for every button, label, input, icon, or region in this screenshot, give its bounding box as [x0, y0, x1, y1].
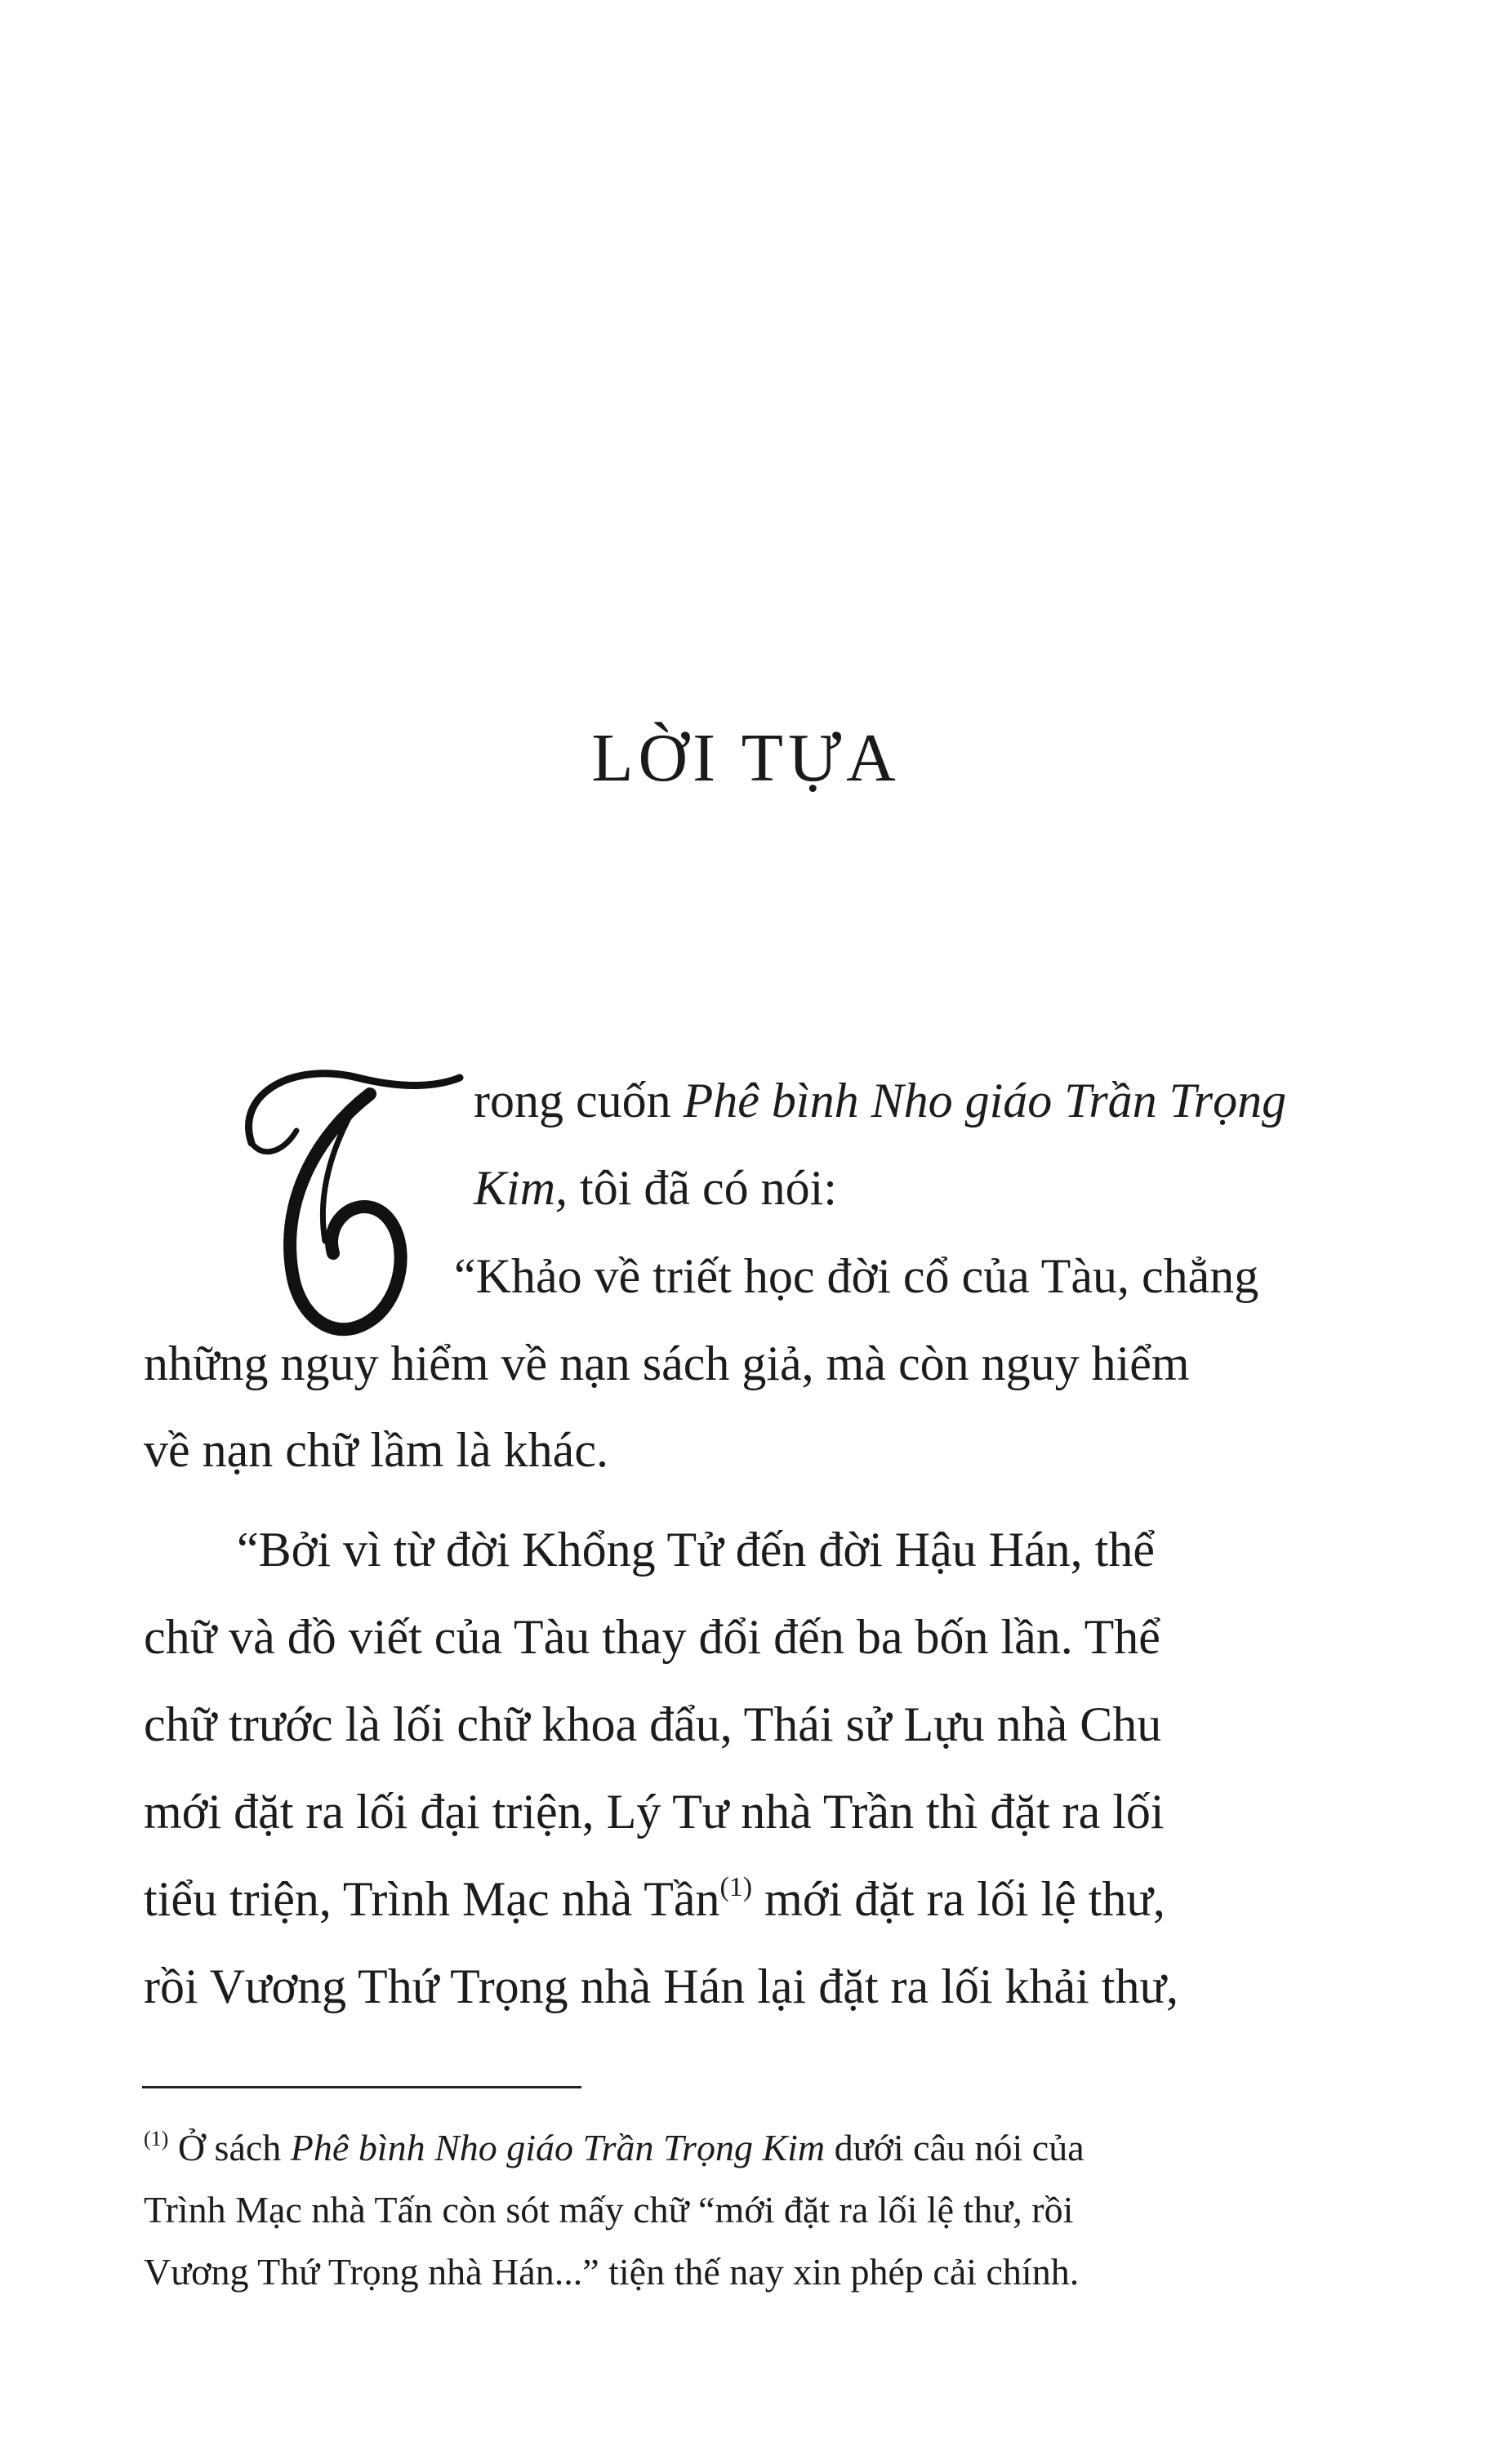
- footnote-divider: [142, 2086, 581, 2088]
- drop-cap-letter: [219, 1045, 464, 1355]
- text-line: những nguy hiểm về nạn sách giả, mà còn nguy hiểm: [144, 1337, 1190, 1390]
- footnote-line: Trình Mạc nhà Tấn còn sót mấy chữ “mới đặt ra lối lệ thư, rồi: [144, 2189, 1074, 2230]
- footnote-line: Vương Thứ Trọng nhà Hán...” tiện thế nay xin phép cải chính.: [144, 2251, 1080, 2293]
- text-line: [144, 1872, 1165, 1926]
- text-line: “Khảo về triết học đời cổ của Tàu, chẳng: [454, 1249, 1259, 1303]
- text-line: [474, 1076, 1286, 1125]
- text-span: mới đặt ra lối lệ thư,: [752, 1872, 1165, 1926]
- text-span: rong cuốn: [474, 1074, 684, 1127]
- footnote-line: [144, 2129, 1084, 2167]
- text-span: tiểu triện, Trình Mạc nhà Tần: [144, 1872, 720, 1926]
- footnote-marker: (1): [144, 2127, 169, 2150]
- text-span: tôi đã có nói:: [568, 1161, 837, 1215]
- text-line: [474, 1161, 837, 1215]
- chapter-title: LỜI TỰA: [591, 720, 901, 796]
- text-line: chữ trước là lối chữ khoa đẩu, Thái sử Lựu nhà Chu: [144, 1697, 1162, 1751]
- text-span: Ở sách: [168, 2127, 291, 2168]
- text-span: dưới câu nói của: [825, 2127, 1084, 2168]
- text-line: rồi Vương Thứ Trọng nhà Hán lại đặt ra lối khải thư,: [144, 1959, 1178, 2013]
- book-title-italic: Phê bình Nho giáo Trần Trọng Kim: [290, 2127, 826, 2168]
- footnote-reference[interactable]: (1): [719, 1872, 753, 1902]
- text-line: về nạn chữ lầm là khác.: [144, 1423, 608, 1477]
- book-title-italic: Kim,: [474, 1161, 568, 1215]
- text-line: mới đặt ra lối đại triện, Lý Tư nhà Trần thì đặt ra lối: [144, 1785, 1165, 1839]
- book-title-italic: Phê bình Nho giáo Trần Trọng: [683, 1074, 1287, 1127]
- text-line: “Bởi vì từ đời Khổng Tử đến đời Hậu Hán, thể: [237, 1523, 1155, 1577]
- text-line: chữ và đồ viết của Tàu thay đổi đến ba bốn lần. Thể: [144, 1610, 1160, 1664]
